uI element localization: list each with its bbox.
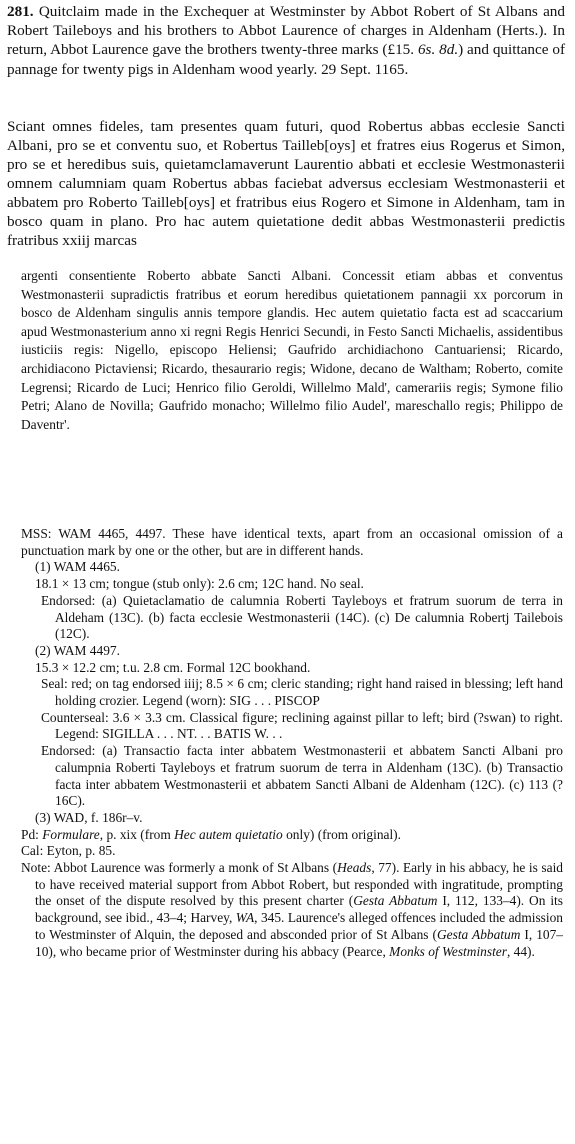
ms3-label: (3) WAD, f. 186r–v. <box>35 809 143 825</box>
editorial-notes <box>21 526 563 960</box>
commentary-note <box>21 860 563 960</box>
ms2-seal: Seal: red; on tag endorsed iiij; 8.5 × 6 cm; cleric standing; right hand raised in blessing; left hand holding crozier. Legend (worn): SIG . . . PISCOP <box>41 676 563 709</box>
ms2-counterseal: Counterseal: 3.6 × 3.3 cm. Classical figure; reclining against pillar to left; bird (?swan) to right. Legend: SIGILLA . . . NT. . . BATIS W. . . <box>41 709 563 742</box>
ms1-label: (1) WAM 4465. <box>35 559 120 575</box>
note-part-a: Note: Abbot Laurence was formerly a monk of St Albans ( <box>21 860 338 876</box>
entry-heading <box>7 2 565 79</box>
pd-tail: only) (from original). <box>282 826 401 842</box>
printed-note <box>21 827 563 844</box>
note-gesta-1: Gesta Abbatum <box>353 893 438 909</box>
note-gesta-2: Gesta Abbatum <box>437 926 521 942</box>
note-heads: Heads <box>337 860 372 876</box>
pd-title: Formulare <box>42 826 100 842</box>
pd-lead: Pd: <box>21 826 43 842</box>
entry-summary: Quitclaim made in the Exchequer at Westminster by Abbot Robert of St Albans and Robert Taileboys and his brothers to Abbot Laurence of charges in Aldenham (Herts.). In return, Abbot Laurence gave the brothers twenty-three marks (£15. <box>7 3 565 59</box>
ms1-endorsement: Endorsed: (a) Quietaclamatio de calumnia Roberti Tayleboys et fratrum suorum de terra in Aldeham (13C). (b) facta ecclesie Westmonasterii (14C). (c) De calumnia Robertj Tailebois (12C). <box>41 592 563 642</box>
note-part-d: , 345. Laurence's alleged offences included the admission to Westminster of Alquin, the deposed and absconded prior of St Albans ( <box>35 910 563 942</box>
ms2-description: 15.3 × 12.2 cm; t.u. 2.8 cm. Formal 12C bookhand. <box>35 659 311 675</box>
entry-summary-pence: 8d. <box>439 41 459 59</box>
latin-text-part-1: Sciant omnes fideles, tam presentes quam futuri, quod Robertus abbas ecclesie Sancti Albani, pro se et conventu suo, et Robertus Tailleb[oys] et fratres eius Rogerus et Simon, pro se et heredibus suis, quietamclamaverunt Laurentio abbati et ecclesie Westmonasterii omnem calumniam quam Robertus abbas faciebat adversus ecclesiam Westmonasterii et abbatem pro Roberto Tailleb[oys] et fratribus eius Rogero et Simone in Aldenham, tam in bosco quam in plano. Pro hac autem quietatione dedit abbas Westmonasterii predictis fratribus xxiij marcas <box>7 118 565 249</box>
ms2-endorsement: Endorsed: (a) Transactio facta inter abbatem Westmonasterii et abbatem Sancti Albani pro calumpnia Roberti Tayleboys et fratrum suorum de terra in Aldenham (13C). (b) Transactio facta inter abbatem Westmonasterii et abbatem Sancti Albani de Aldenham (12C). (c) 113 (? 16C). <box>41 743 563 809</box>
note-wa: WA <box>235 910 255 926</box>
latin-text-part-2: argenti consentiente Roberto abbate Sancti Albani. Concessit etiam abbas et conventus Westmonasterii supradictis fratribus et eorum heredibus quietationem pannagii xx porcorum in bosco de Aldenham singulis annis tempore glandis. Hec autem quietatio facta est ad scaccarium apud Westmonasterium anno xi regni Regis Henrici Secundi, in Festo Sancti Michaelis, assidentibus iusticiis regis: Nigello, episcopo Heliensi; Gaufrido archidiachono Cantuariensi; Ricardo, archidiacono Pictaviensi; Ricardo, thesaurario regis; Widone, decano de Waltham; Roberto, comite Legrensi; Ricardo de Luci; Henrico filio Geroldi, Willelmo Mald', camerariis regis; Symone filio Petri; Alano de Novilla; Gaufrido monacho; Willelmo filio Audel', mareschallo regis; Philippo de Daventr'. <box>21 268 563 432</box>
ms1-description: 18.1 × 13 cm; tongue (stub only): 2.6 cm; 12C hand. No seal. <box>35 576 364 592</box>
note-part-b: , 77). Early in his abbacy, he is said to have received material support from Abbot Robert, but responded with ingratitude, prompting the onset of the dispute resolved by this present charter ( <box>35 860 563 909</box>
entry-number: 281. <box>7 3 34 20</box>
entry-summary-tail: ) and quittance of pannage for twenty pigs in Aldenham wood yearly. 29 Sept. 1165. <box>7 41 565 78</box>
calendar-note: Cal: Eyton, p. 85. <box>21 843 116 859</box>
mss-note: MSS: WAM 4465, 4497. These have identical texts, apart from an occasional omission of a punctuation mark by one or the other, but are in different hands. <box>21 526 563 558</box>
note-part-f: , 44). <box>506 943 535 959</box>
note-monks: Monks of Westminster <box>389 943 507 959</box>
ms2-label: (2) WAM 4497. <box>35 642 120 658</box>
entry-summary-shillings: 6s. <box>417 41 436 59</box>
note-part-c: I, 112, 133–4). On its background, see ibid., 43–4; Harvey, <box>35 893 563 926</box>
pd-mid: , p. xix (from <box>99 826 175 842</box>
note-part-e: I, 107–10), who became prior of Westminster during his abbacy (Pearce, <box>35 926 563 959</box>
pd-quote: Hec autem quietatio <box>174 826 283 842</box>
